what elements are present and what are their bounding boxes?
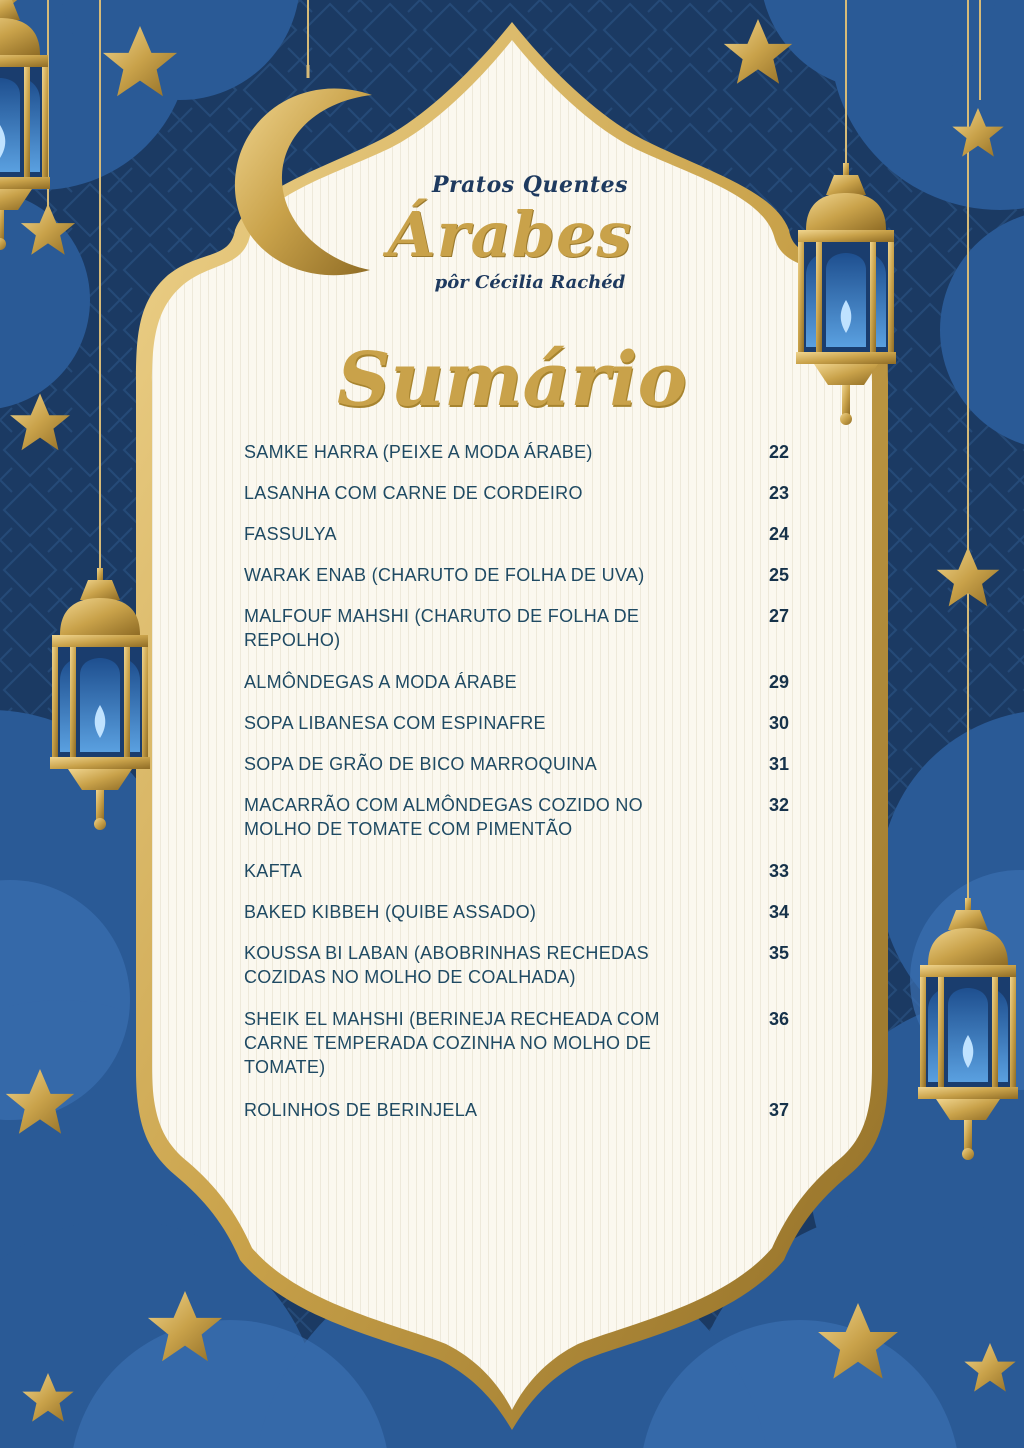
toc-item-page: 29 (768, 672, 789, 692)
toc-item[interactable] (244, 793, 789, 841)
toc-item-title: KAFTA (244, 861, 303, 881)
toc-item[interactable] (244, 711, 789, 735)
toc-item-page: 22 (768, 442, 789, 462)
toc-item-page: 32 (768, 795, 789, 815)
toc-item-title: FASSULYA (244, 524, 337, 544)
toc-item-title: BAKED KIBBEH (QUIBE ASSADO) (244, 902, 537, 922)
toc-item-page: 23 (768, 483, 789, 503)
toc-item-page: 37 (768, 1100, 789, 1120)
toc-item-title: LASANHA COM CARNE DE CORDEIRO (244, 483, 583, 503)
toc-item[interactable] (244, 522, 789, 546)
page-title: Sumário (337, 337, 687, 423)
toc-item[interactable] (244, 900, 789, 924)
brand-subtitle: Pratos Quentes (432, 172, 628, 198)
toc-item-title: ROLINHOS DE BERINJELA (244, 1100, 478, 1120)
toc-item-title: ALMÔNDEGAS A MODA ÁRABE (244, 672, 517, 692)
toc-item-title: MACARRÃO COM ALMÔNDEGAS COZIDO NO MOLHO DE TOMATE COM PIMENTÃO (244, 795, 643, 839)
toc-item-page: 33 (768, 861, 789, 881)
brand-logo-title: Árabes (387, 198, 633, 271)
toc-item-title: MALFOUF MAHSHI (CHARUTO DE FOLHA DE REPOLHO) (244, 606, 640, 650)
toc-item-page: 27 (768, 606, 789, 626)
toc-item-title: WARAK ENAB (CHARUTO DE FOLHA DE UVA) (244, 565, 645, 585)
toc-item[interactable] (244, 752, 789, 776)
toc-item-title: SOPA DE GRÃO DE BICO MARROQUINA (244, 754, 598, 774)
toc-item-page: 36 (768, 1009, 789, 1029)
toc-item-title: SOPA LIBANESA COM ESPINAFRE (244, 713, 546, 733)
toc-item[interactable] (244, 1007, 789, 1079)
toc-item-page: 34 (768, 902, 789, 922)
toc-item-page: 25 (768, 565, 789, 585)
toc-item[interactable] (244, 563, 789, 587)
toc-item[interactable] (244, 440, 789, 464)
brand-author: pôr Cécilia Rachéd (434, 272, 626, 293)
toc-item[interactable] (244, 604, 789, 652)
toc-item-title: SHEIK EL MAHSHI (BERINEJA RECHEADA COM CARNE TEMPERADA COZINHA NO MOLHO DE TOMATE) (244, 1009, 660, 1077)
toc-item[interactable] (244, 941, 789, 989)
toc-item-page: 24 (768, 524, 789, 544)
toc-item[interactable] (244, 670, 789, 694)
toc-item-title: SAMKE HARRA (PEIXE A MODA ÁRABE) (244, 442, 593, 462)
toc-item-title: KOUSSA BI LABAN (ABOBRINHAS RECHEDAS COZIDAS NO MOLHO DE COALHADA) (244, 943, 649, 987)
toc-item-page: 35 (768, 943, 789, 963)
toc-item-page: 30 (768, 713, 789, 733)
toc-item[interactable] (244, 481, 789, 505)
toc-item-page: 31 (768, 754, 789, 774)
toc-item[interactable] (244, 859, 789, 883)
toc-item[interactable] (244, 1098, 789, 1122)
